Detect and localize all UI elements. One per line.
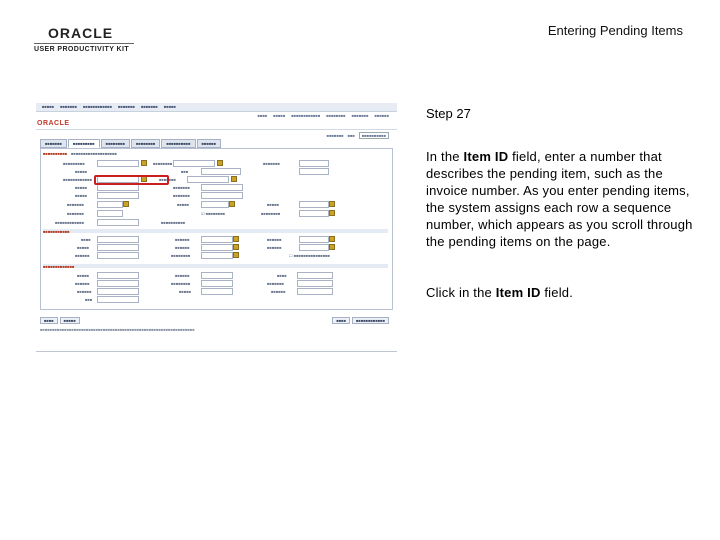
screenshot-tabs: ■■■■■■■ ■■■■■■■■■ ■■■■■■■■ ■■■■■■■■ ■■■■■■■■■■ ■■■■■■ xyxy=(40,139,222,148)
screenshot-buttons-left: ■■■■ ■■■■■ xyxy=(40,317,82,324)
instruction-text-after: field, enter a number that describes the pending item, such as the invoice number. As you enter pending items, the system assigns each row a sequence number, which appears as you scroll through the pending items on the page. xyxy=(426,149,693,249)
screenshot-window-links: ■■■■■■■ ■■■ ■■■■■■■■■■ xyxy=(323,133,389,138)
screenshot-form-panel: ■■■■■■■■■■ ■■■■■■■■■■■■■■■■■■■ ■■■■■■■■■ ■■■■■■■■ ■■■■■■■ ■■■■■ ■■■ ■■■■■■■■■■■■ ■■■■■■■ ■■■■■ ■■■■■■■ ■■■■■ ■■■■■■■ ■■■■■■■ ■■■■■ ■■■■■ ■■■■■■■ ☑ ■■■■■■■■ ■■■■■■■■ ■■■■■■■■■■■■ ■■■■■■■■■■ ■■■■■■■■■■■ ■■■■ ■■■■■■ ■■■■■■ ■■■■■ ■■■■■■ ■■■■■■ ■■■■■■ ■■■■■■■■ ☐ ■■■■■■■■■■■■■■■ ■■■■■■■■■■■■■ ■■■■■ ■■■■■■ ■■■■ ■■■■■■ ■■■■■■■■ ■■■■■■■ ■■■■■■ ■■■■■ ■■■■■■ ■■■ xyxy=(40,148,393,310)
step-action xyxy=(426,284,696,301)
screenshot-oracle-logo: ORACLE xyxy=(37,120,70,127)
action-text-before: Click in the xyxy=(426,285,496,300)
step-number: Step 27 xyxy=(426,106,471,121)
oracle-upk-logo xyxy=(34,26,134,53)
screenshot-buttons-right: ■■■■ ■■■■■■■■■■■■ xyxy=(330,317,389,324)
screenshot-menubar: ■■■■■ ■■■■■■■ ■■■■■■■■■■■■ ■■■■■■■ ■■■■■■■ ■■■■■ xyxy=(36,103,397,112)
action-text-after: field. xyxy=(540,285,574,300)
slide-title: Entering Pending Items xyxy=(547,23,683,38)
application-screenshot xyxy=(36,103,397,353)
screenshot-topnav: ■■■■ ■■■■■ ■■■■■■■■■■■■ ■■■■■■■■ ■■■■■■■ ■■■■■■ xyxy=(257,113,389,118)
screenshot-breadcrumb: ■■■■■■■■■■■■■■■■■■■■■■■■■■■■■■■■■■■■■■■■■■■■■■■■■■■■■■■■■■■■■■■■ xyxy=(40,327,195,332)
logo-brand: ORACLE xyxy=(48,25,114,41)
action-field-name: Item ID xyxy=(495,285,541,300)
item-id-field-highlight[interactable] xyxy=(94,175,169,185)
logo-product: USER PRODUCTIVITY KIT xyxy=(34,43,134,53)
instruction-text-before: In the xyxy=(426,149,464,164)
step-instruction xyxy=(426,148,696,250)
instruction-field-name: Item ID xyxy=(463,149,509,164)
